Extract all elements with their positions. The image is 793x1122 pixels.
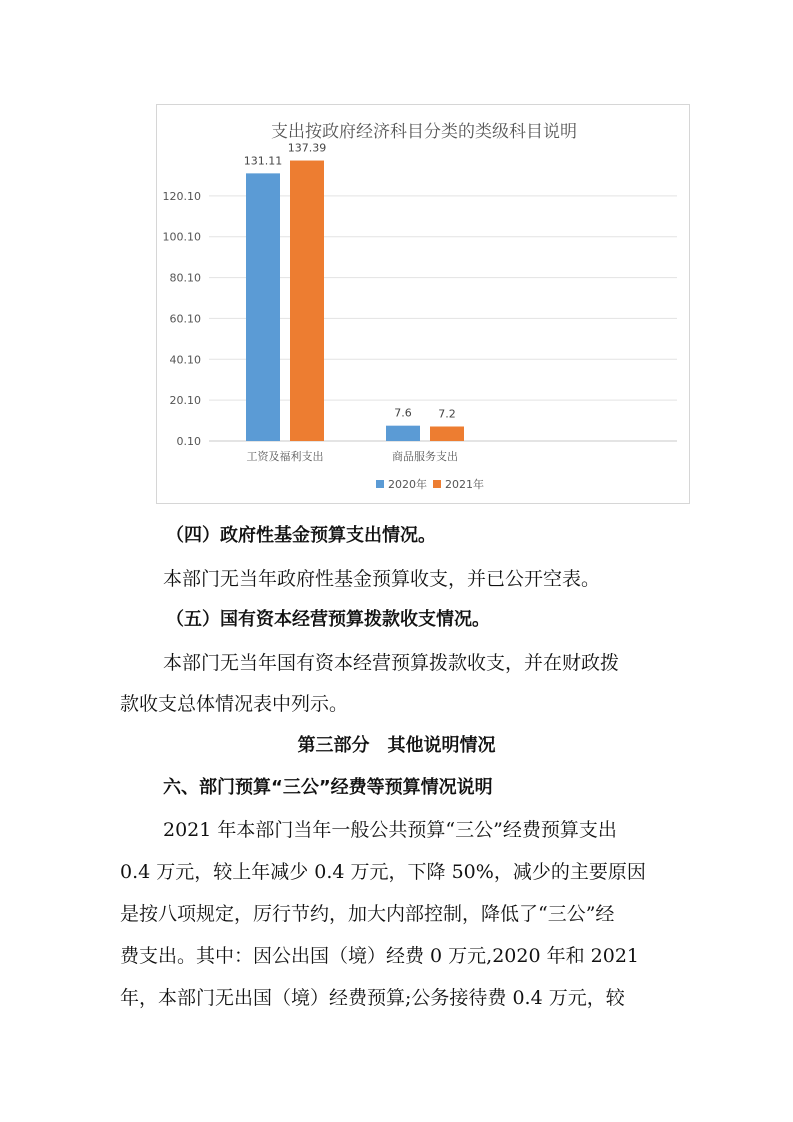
x-category-label: 工资及福利支出: [246, 450, 324, 463]
part-3-title: 第三部分 其他说明情况: [297, 735, 496, 756]
y-tick-label: 0.10: [176, 435, 201, 448]
paragraph-6-line-5: 年，本部门无出国（境）经费预算;公务接待费 0.4 万元，较: [120, 987, 625, 1009]
bar-data-label: 7.2: [438, 407, 456, 421]
y-tick-label: 80.10: [169, 271, 201, 285]
paragraph-5-line-1: 本部门无当年国有资本经营预算拨款收支，并在财政拨: [163, 652, 620, 674]
section-heading-6: 六、部门预算“三公”经费等预算情况说明: [163, 777, 493, 798]
legend-item-2020: [376, 476, 427, 492]
chart-title: 支出按政府经济科目分类的类级科目说明: [271, 122, 577, 142]
legend-swatch-2021: [433, 480, 441, 488]
paragraph-5-line-2: 款收支总体情况表中列示。: [120, 693, 349, 715]
paragraph-6-line-2: 0.4 万元，较上年减少 0.4 万元，下降 50%，减少的主要原因: [120, 861, 646, 883]
legend-swatch-2020: [376, 480, 384, 488]
bar-2020年-工资及福利支出: [246, 173, 280, 441]
chart-container: [156, 104, 690, 504]
legend-label-2020: 2020年: [388, 478, 427, 491]
y-tick-label: 40.10: [169, 353, 201, 367]
section-heading-4: （四）政府性基金预算支出情况。: [166, 525, 436, 546]
section-heading-5: （五）国有资本经营预算拨款收支情况。: [166, 609, 490, 630]
paragraph-6-line-4: 费支出。其中：因公出国（境）经费 0 万元,2020 年和 2021: [120, 945, 639, 967]
bar-data-label: 137.39: [287, 141, 327, 155]
y-tick-label: 20.10: [169, 394, 201, 408]
bar-chart: [157, 105, 691, 505]
paragraph-4: 本部门无当年政府性基金预算收支，并已公开空表。: [163, 568, 601, 590]
paragraph-6-line-3: 是按八项规定，厉行节约，加大内部控制，降低了“三公”经: [120, 903, 615, 925]
bar-2020年-商品服务支出: [386, 426, 420, 441]
y-tick-label: 100.10: [162, 230, 201, 244]
x-category-label: 商品服务支出: [392, 450, 458, 463]
bar-data-label: 131.11: [243, 154, 283, 168]
bar-data-label: 7.6: [394, 406, 412, 420]
bar-2021年-工资及福利支出: [290, 161, 324, 441]
paragraph-6-line-1: 2021 年本部门当年一般公共预算“三公”经费预算支出: [163, 819, 617, 841]
y-tick-label: 120.10: [162, 189, 201, 203]
legend-item-2021: [433, 476, 484, 492]
bar-2021年-商品服务支出: [430, 426, 464, 441]
legend-label-2021: 2021年: [445, 478, 484, 491]
y-tick-label: 60.10: [169, 312, 201, 326]
